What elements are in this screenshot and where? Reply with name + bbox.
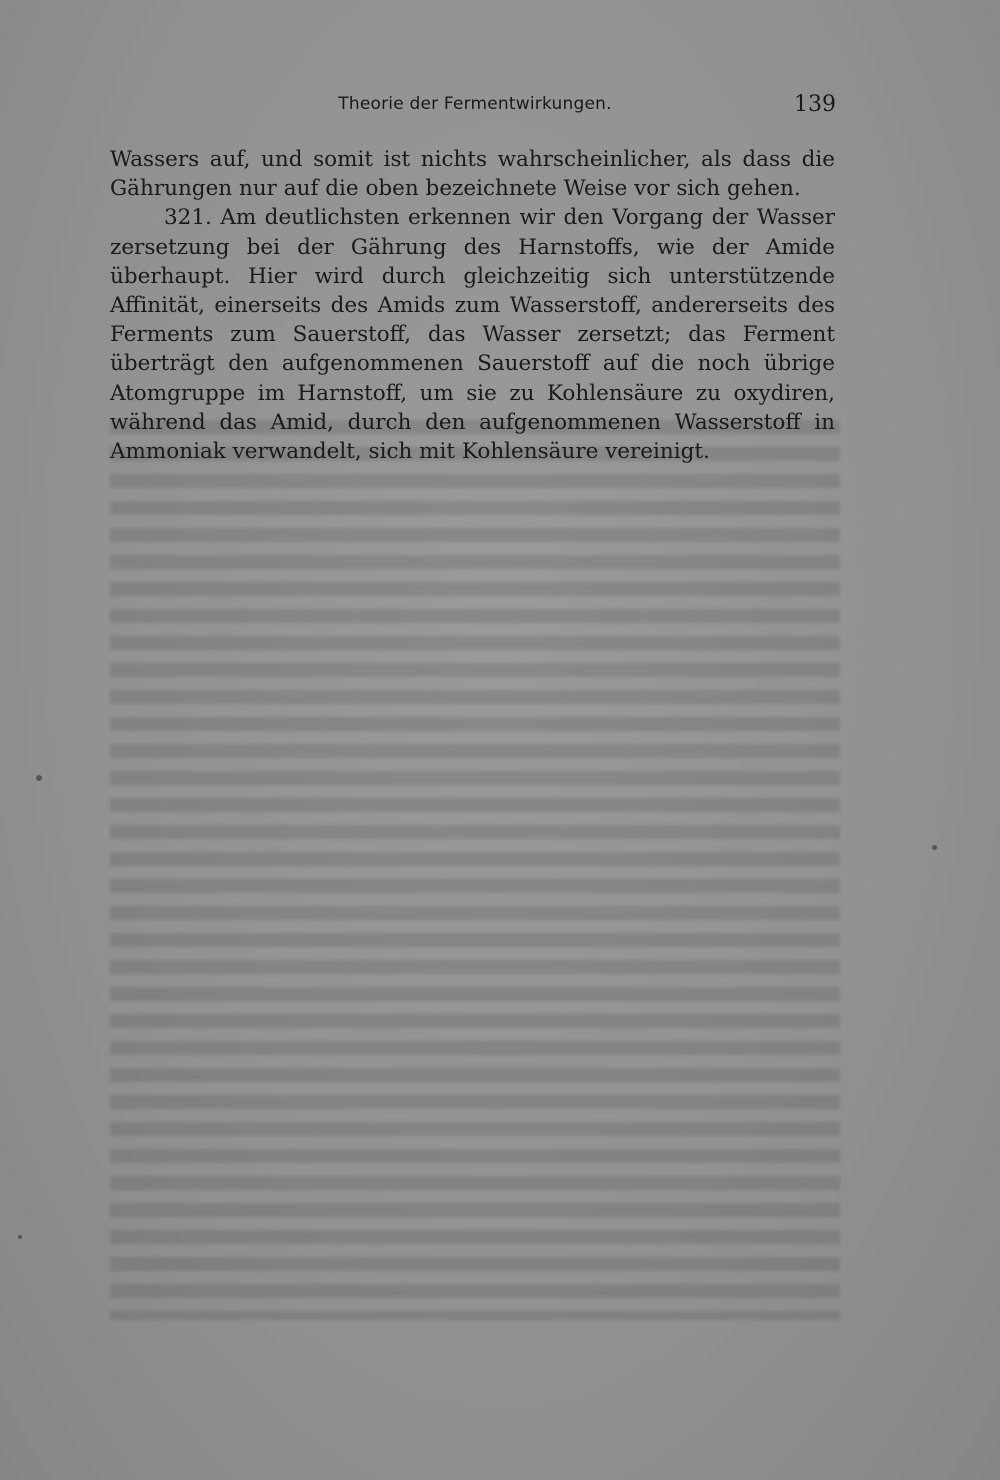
bleed-through-text [110, 420, 840, 1320]
ink-speck [36, 775, 42, 781]
paragraph-continuation: Wassers auf, und somit ist nichts wahrscheinlicher, als dass die Gährungen nur auf die oben bezeichnete Weise vor sich gehen. [110, 147, 835, 202]
ink-speck [18, 1235, 22, 1239]
page-number: 139 [794, 92, 836, 117]
paragraph-321: 321. Am deutlichsten erkennen wir den Vorgang der Wasser zersetzung bei der Gährung des Harnstoffs, wie der Amide überhaupt. Hier wird durch gleichzeitig sich unterstützende Affinität, einerseits des Amids zum Wasserstoff, andererseits des Ferments zum Sauerstoff, das Wasser zersetzt; das Ferment überträgt den aufgenommenen Sauerstoff auf die noch übrige Atomgruppe im Harnstoff, um sie zu Kohlensäure zu oxydiren, während das Amid, durch den aufgenommenen Wasserstoff in Ammoniak verwandelt, sich mit Kohlensäure vereinigt. [110, 205, 835, 465]
body-text [110, 145, 835, 466]
running-header [110, 92, 840, 118]
ink-speck [932, 845, 937, 850]
running-title: Theorie der Fermentwirkungen. [338, 94, 612, 114]
